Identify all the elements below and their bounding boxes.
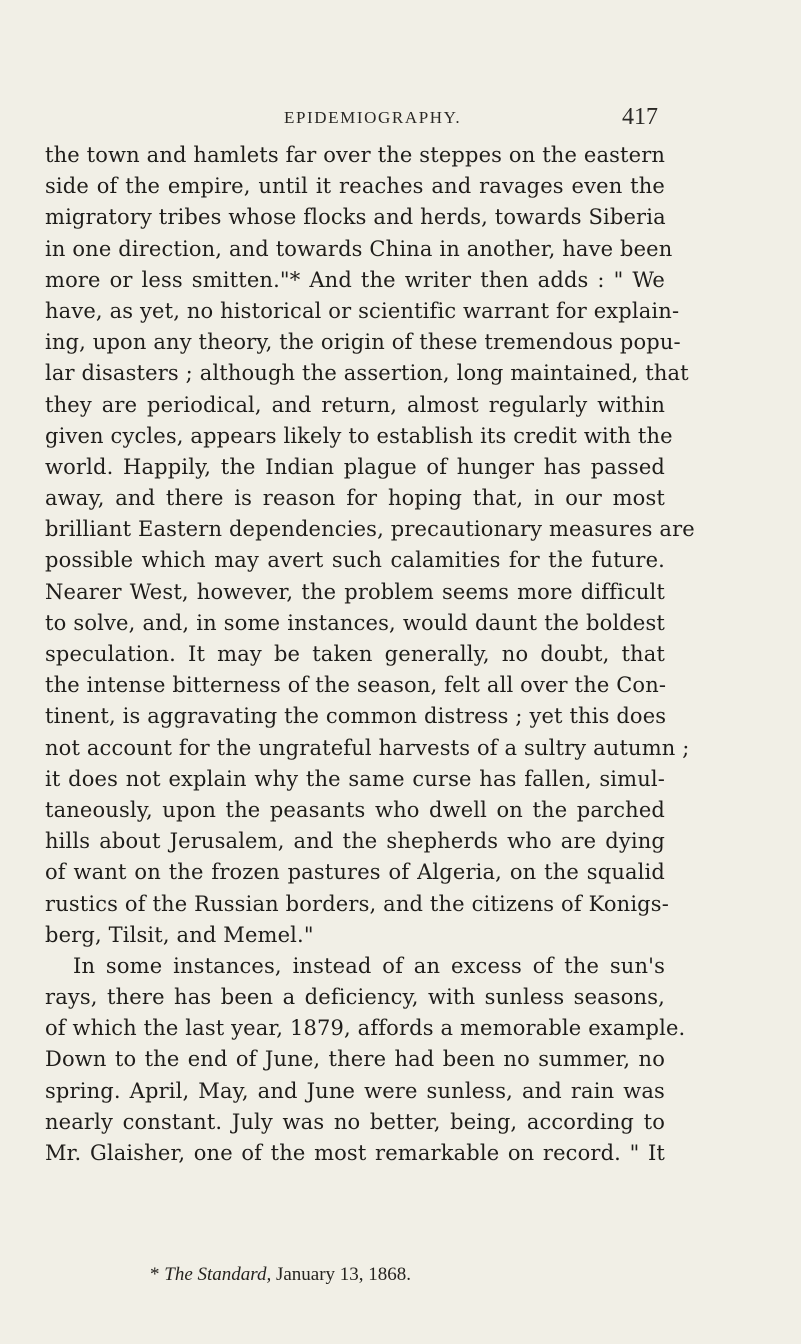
text-line: nearly constant. July was no better, being, according to — [45, 1109, 665, 1134]
text-line: world. Happily, the Indian plague of hunger has passed — [45, 454, 665, 479]
text-line: Mr. Glaisher, one of the most remarkable on record. " It — [45, 1141, 665, 1165]
text-line: the intense bitterness of the season, felt all over the Con- — [45, 673, 667, 698]
text-line: they are periodical, and return, almost regularly within — [45, 392, 665, 417]
text-line: to solve, and, in some instances, would daunt the boldest — [45, 610, 665, 635]
text-line: the town and hamlets far over the steppes on the eastern — [45, 143, 666, 167]
paragraph-2 — [45, 951, 686, 1169]
text-line: In some instances, instead of an excess of the sun's — [73, 953, 665, 978]
running-head — [0, 104, 801, 134]
footnote-source: The Standard, — [164, 1264, 272, 1285]
text-line: not account for the ungrateful harvests of a sultry autumn ; — [45, 735, 690, 760]
body-text — [45, 140, 695, 1169]
text-line: spring. April, May, and June were sunless, and rain was — [45, 1078, 665, 1103]
footnote-marker: * — [150, 1264, 165, 1285]
text-line: migratory tribes whose flocks and herds, towards Siberia — [45, 205, 666, 230]
text-line: Down to the end of June, there had been no summer, no — [45, 1047, 665, 1072]
text-line: possible which may avert such calamities for the future. — [45, 548, 665, 573]
text-line: side of the empire, until it reaches and ravages even the — [45, 174, 665, 199]
footnote — [150, 1264, 411, 1286]
text-line: taneously, upon the peasants who dwell on the parched — [45, 797, 665, 822]
text-line: ing, upon any theory, the origin of these tremendous popu- — [45, 330, 681, 355]
text-line: berg, Tilsit, and Memel." — [45, 922, 314, 947]
text-line: given cycles, appears likely to establish its credit with the — [45, 423, 673, 448]
text-line: tinent, is aggravating the common distress ; yet this does — [45, 704, 667, 729]
text-line: speculation. It may be taken generally, no doubt, that — [45, 642, 665, 666]
text-line: have, as yet, no historical or scientific warrant for explain- — [45, 298, 680, 323]
text-line: Nearer West, however, the problem seems more difficult — [45, 579, 665, 604]
paragraph-1 — [45, 140, 695, 951]
text-line: in one direction, and towards China in another, have been — [45, 236, 673, 261]
text-line: brilliant Eastern dependencies, precautionary measures are — [45, 517, 695, 542]
text-line: it does not explain why the same curse has fallen, simul- — [45, 766, 665, 791]
text-line: rustics of the Russian borders, and the citizens of Konigs- — [45, 891, 669, 916]
text-line: lar disasters ; although the assertion, long maintained, that — [45, 361, 689, 386]
text-line: more or less smitten."* And the writer then adds : " We — [45, 267, 665, 292]
text-line: hills about Jerusalem, and the shepherds who are dying — [45, 829, 665, 854]
running-title: EPIDEMIOGRAPHY. — [284, 108, 462, 127]
text-line: rays, there has been a deficiency, with sunless seasons, — [45, 985, 665, 1010]
text-line: away, and there is reason for hoping that, in our most — [45, 486, 665, 511]
footnote-date: January 13, 1868. — [271, 1264, 412, 1285]
text-line: of want on the frozen pastures of Algeria, on the squalid — [45, 860, 665, 885]
text-line: of which the last year, 1879, affords a memorable example. — [45, 1016, 686, 1041]
page-number: 417 — [622, 104, 658, 130]
